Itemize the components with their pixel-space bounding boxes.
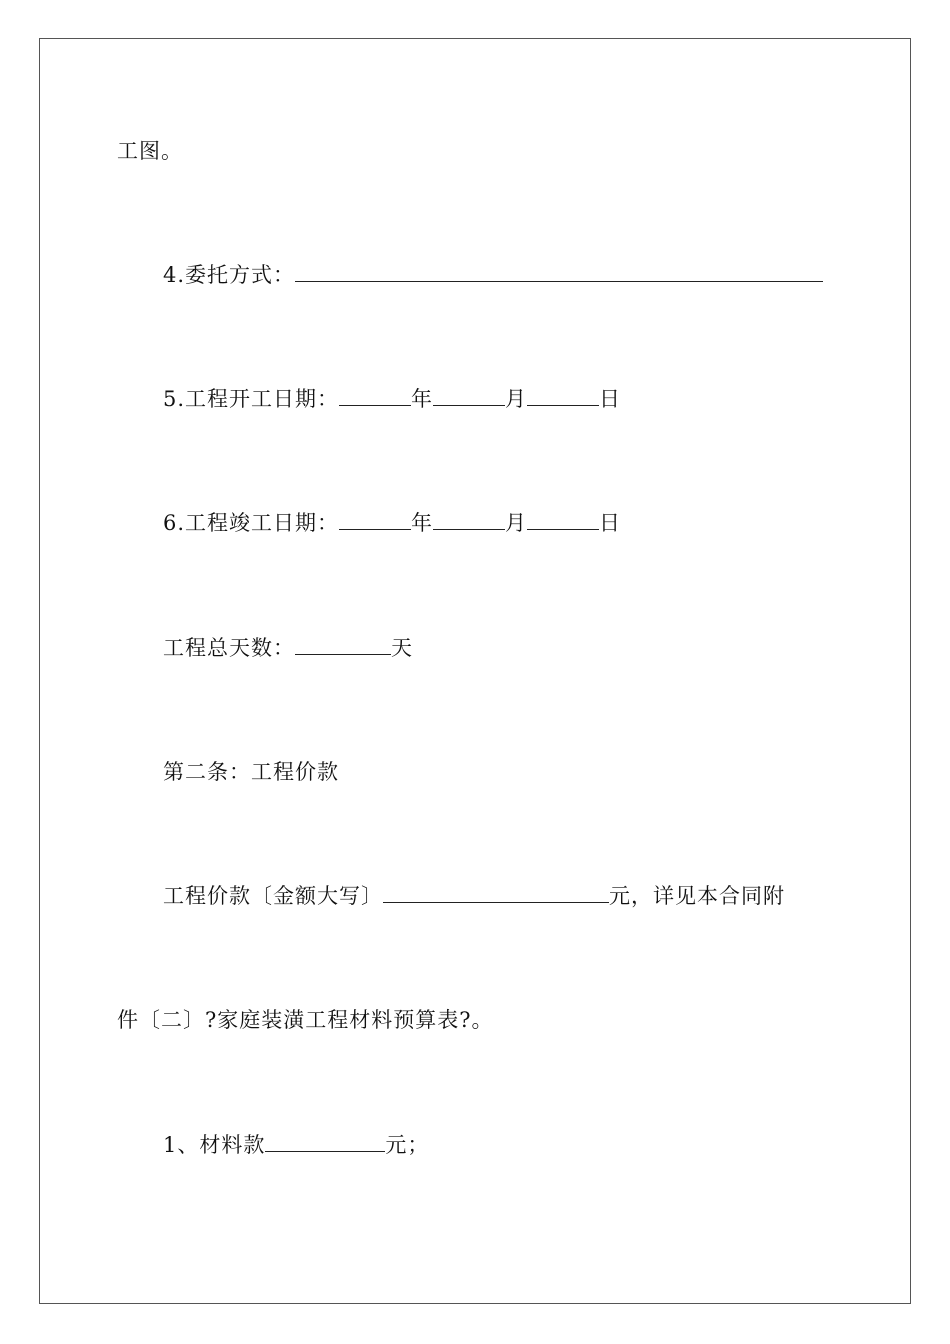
price-label: 工程价款〔金额大写〕 [163, 884, 383, 908]
price-suffix: 元，详见本合同附 [609, 884, 785, 908]
text-line-article-2 [163, 759, 339, 785]
end-year-blank [339, 511, 411, 530]
end-month-unit: 月 [505, 511, 528, 535]
total-days-label: 工程总天数： [163, 636, 295, 660]
text-line-total-days [163, 635, 413, 661]
total-days-unit: 天 [391, 636, 413, 660]
end-month-blank [433, 511, 505, 530]
attachment-text: 件〔二〕?家庭装潢工程材料预算表?。 [117, 1008, 494, 1032]
material-label: 1、材料款 [163, 1133, 266, 1157]
material-unit: 元； [385, 1133, 430, 1157]
price-blank [383, 884, 609, 903]
end-day-blank [527, 511, 599, 530]
page-frame [39, 38, 911, 1304]
start-month-unit: 月 [505, 387, 528, 411]
text-line-commission [163, 262, 823, 288]
start-year-blank [339, 387, 411, 406]
start-month-blank [433, 387, 505, 406]
commission-label: 4.委托方式： [163, 263, 296, 287]
total-days-blank [295, 636, 391, 655]
start-year-unit: 年 [411, 387, 434, 411]
end-day-unit: 日 [599, 511, 622, 535]
end-year-unit: 年 [411, 511, 434, 535]
article-2-heading: 第二条：工程价款 [163, 760, 339, 784]
start-day-unit: 日 [599, 387, 622, 411]
text-line-start-date [163, 386, 621, 412]
end-date-label: 6.工程竣工日期： [163, 511, 340, 535]
text-line-1 [117, 138, 183, 164]
material-blank [265, 1133, 385, 1152]
commission-blank [295, 263, 823, 282]
text-line-price [163, 883, 785, 909]
start-day-blank [527, 387, 599, 406]
text-line-material [163, 1132, 429, 1158]
text-line-attachment [117, 1007, 494, 1033]
text-line-end-date [163, 510, 621, 536]
continuation-text: 工图。 [117, 139, 183, 163]
start-date-label: 5.工程开工日期： [163, 387, 340, 411]
